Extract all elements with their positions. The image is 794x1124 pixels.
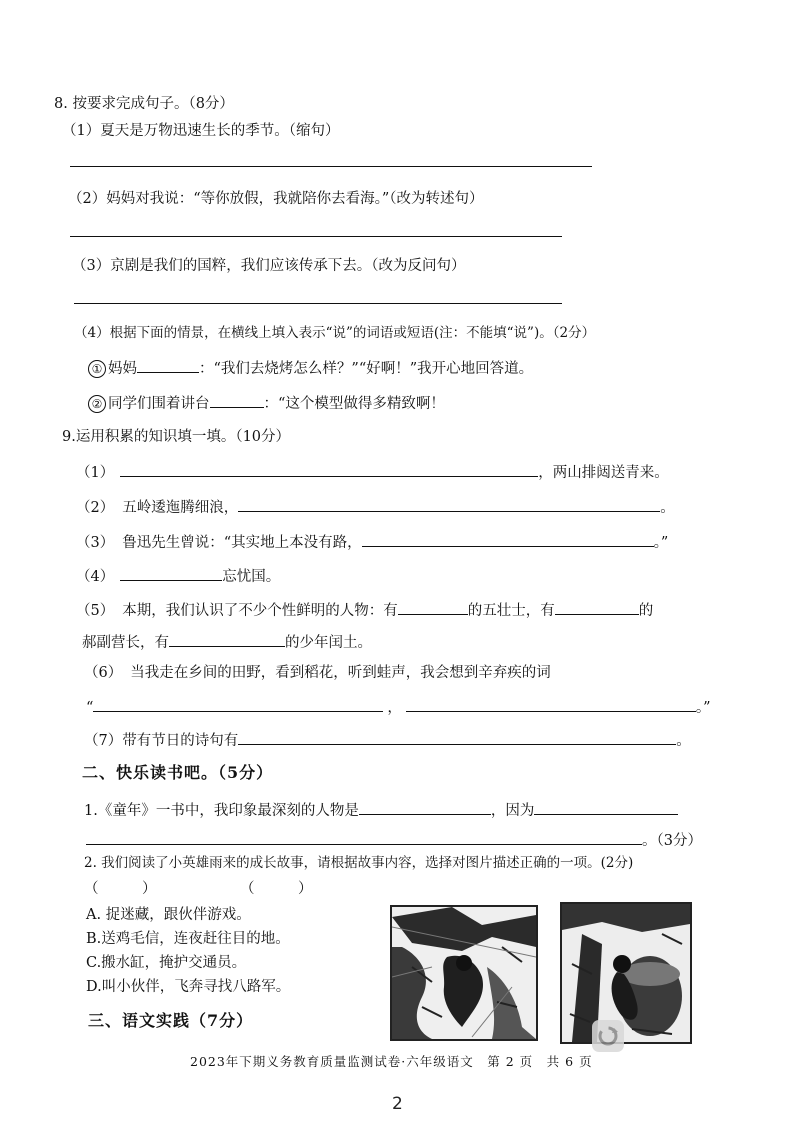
q9-item-7-suffix: 。 xyxy=(676,733,691,749)
q9-item-5-text-a: 本期，我们认识了不少个性鲜明的人物：有 xyxy=(122,603,398,619)
section-2-title: 二、快乐读书吧。（5分） xyxy=(82,763,274,782)
option-d: D.叫小伙伴，飞奔寻找八路军。 xyxy=(86,979,291,995)
illustration-1-drawing xyxy=(392,907,536,1039)
blank-9-6-2[interactable] xyxy=(406,697,696,712)
q9-item-1-suffix: ，两山排闼送青来。 xyxy=(538,465,669,481)
q8-sentence-3: （3）京剧是我们的国粹，我们应该传承下去。（改为反问句） xyxy=(72,258,466,274)
q9-item-3 xyxy=(76,532,668,552)
q9-item-4 xyxy=(76,566,280,586)
blank-9-3[interactable] xyxy=(362,532,654,547)
q9-item-5-text-c: 的 xyxy=(638,603,654,619)
refresh-icon-glyph xyxy=(592,1020,624,1052)
q9-item-6-text: 当我走在乡间的田野，看到稻花，听到蛙声，我会想到辛弃疾的词 xyxy=(130,665,551,681)
q8-sentence-1: （1）夏天是万物迅速生长的季节。（缩句） xyxy=(62,123,340,139)
q9-item-5-text-e: 的少年闰土。 xyxy=(285,635,372,651)
page-number: 2 xyxy=(392,1094,403,1114)
illustration-1 xyxy=(390,905,538,1041)
q8-item-b-prefix: 同学们围着讲台 xyxy=(108,396,210,412)
answer-paren-1[interactable]: （ ） xyxy=(84,881,157,897)
q9-title: 9.运用积累的知识填一填。（10分） xyxy=(62,429,291,445)
option-b: B.送鸡毛信，连夜赶往目的地。 xyxy=(86,931,290,947)
blank-9-4[interactable] xyxy=(120,566,222,581)
answer-line-8-1[interactable] xyxy=(70,166,592,167)
answer-line-8-2[interactable] xyxy=(70,236,562,237)
q8-sentence-4: （4）根据下面的情景，在横线上填入表示“说”的词语或短语(注：不能填“说”)。（2分） xyxy=(74,325,596,341)
q9-item-6-answer xyxy=(86,697,711,717)
blank-8-4-2[interactable] xyxy=(210,393,264,408)
q9-item-2-number: （2） xyxy=(76,500,115,516)
q9-item-5-text-b: 的五壮士，有 xyxy=(467,603,555,619)
illustration-2-drawing xyxy=(562,904,690,1042)
blank-9-6-1[interactable] xyxy=(93,697,383,712)
blank-8-4-1[interactable] xyxy=(137,358,199,373)
circled-number-2: ② xyxy=(88,395,106,413)
sec2-q1-end: 。（3分） xyxy=(642,833,702,849)
q9-item-2-suffix: 。 xyxy=(660,500,675,516)
sec2-q2: 2. 我们阅读了小英雄雨来的成长故事，请根据故事内容，选择对图片描述正确的一项。(2分) xyxy=(84,855,634,871)
q9-item-6-close: 。” xyxy=(695,700,711,716)
blank-sec2-1-2[interactable] xyxy=(534,800,678,815)
q9-item-7 xyxy=(84,730,691,750)
answer-line-8-3[interactable] xyxy=(74,303,562,304)
q8-item-b-suffix: ：“这个模型做得多精致啊！ xyxy=(263,396,445,412)
blank-9-7[interactable] xyxy=(238,730,676,745)
q9-item-1 xyxy=(76,462,669,482)
answer-paren-2[interactable]: （ ） xyxy=(240,881,313,897)
q9-item-6-open-quote: “ xyxy=(86,700,94,716)
q8-item-a-suffix: ：“我们去烧烤怎么样？”“好啊！”我开心地回答道。 xyxy=(199,361,534,377)
q9-item-3-number: （3） xyxy=(76,535,115,551)
option-c: C.搬水缸，掩护交通员。 xyxy=(86,955,247,971)
blank-9-5-2[interactable] xyxy=(555,600,639,615)
q9-item-7-prefix: （7）带有节日的诗句有 xyxy=(84,733,239,749)
q9-item-5-cont xyxy=(82,632,372,652)
blank-9-5-1[interactable] xyxy=(398,600,468,615)
q8-title: 8. 按要求完成句子。（8分） xyxy=(54,96,234,112)
blank-sec2-1-3[interactable] xyxy=(86,830,642,845)
q9-item-2 xyxy=(76,497,675,517)
illustration-2 xyxy=(560,902,692,1044)
section-3-title: 三、语文实践（7分） xyxy=(88,1011,254,1030)
sec2-q1-mid: ，因为 xyxy=(490,803,535,819)
q9-item-4-suffix: 忘忧国。 xyxy=(222,569,281,585)
blank-9-1[interactable] xyxy=(120,462,538,477)
q9-item-2-prefix: 五岭逶迤腾细浪， xyxy=(122,500,239,516)
q9-item-5 xyxy=(76,600,653,620)
blank-sec2-1-1[interactable] xyxy=(359,800,491,815)
q8-item-a-prefix: 妈妈 xyxy=(108,361,137,377)
blank-9-5-3[interactable] xyxy=(169,632,285,647)
q9-item-6 xyxy=(84,664,551,682)
q8-item-a xyxy=(88,358,533,378)
circled-number-1: ① xyxy=(88,360,106,378)
q9-item-6-number: （6） xyxy=(84,665,123,681)
sec2-q1-cont xyxy=(86,830,702,850)
q9-item-4-number: （4） xyxy=(76,569,115,585)
footer-text: 2023年下期义务教育质量监测试卷·六年级语文 第 2 页 共 6 页 xyxy=(190,1054,593,1069)
sec2-q1-prefix: 1.《童年》一书中，我印象最深刻的人物是 xyxy=(84,803,359,819)
q9-item-5-text-d: 郝副营长，有 xyxy=(82,635,169,651)
q9-item-3-suffix: 。” xyxy=(653,535,669,551)
q9-item-1-number: （1） xyxy=(76,465,115,481)
refresh-icon[interactable] xyxy=(592,1020,624,1052)
blank-9-2[interactable] xyxy=(238,497,660,512)
q8-item-b xyxy=(88,393,445,413)
q8-sentence-2: （2）妈妈对我说：“等你放假，我就陪你去看海。”（改为转述句） xyxy=(68,191,484,207)
sec2-q1 xyxy=(84,800,678,820)
q9-item-6-comma: ， xyxy=(387,700,402,716)
q9-item-5-number: （5） xyxy=(76,603,115,619)
option-a: A. 捉迷藏，跟伙伴游戏。 xyxy=(86,907,251,923)
q9-item-3-prefix: 鲁迅先生曾说：“其实地上本没有路， xyxy=(122,535,362,551)
